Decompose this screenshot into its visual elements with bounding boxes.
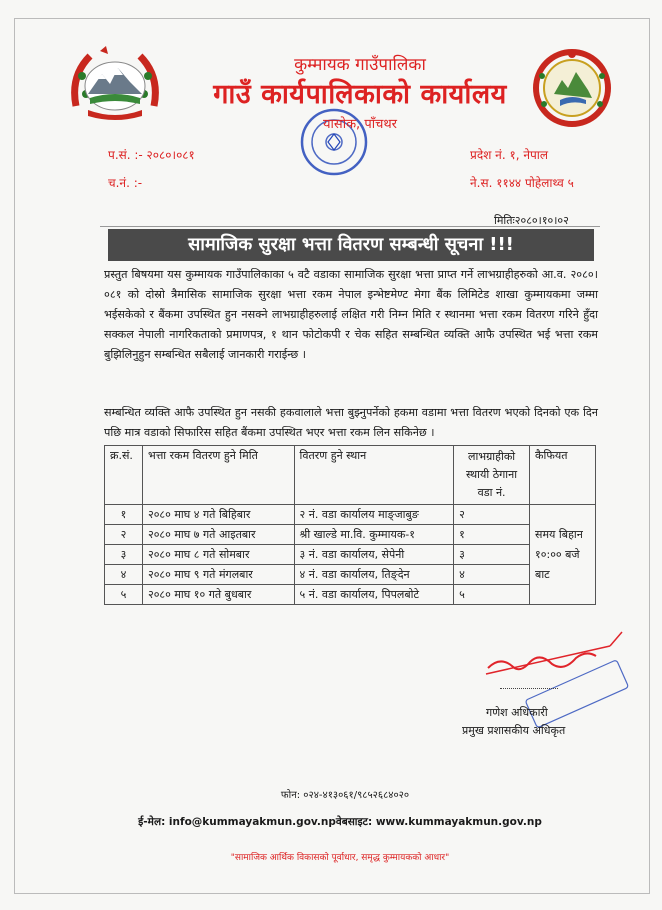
footer-contact [120,815,560,829]
dispatch-number: च.नं. :- [108,176,143,190]
signature-mark-icon [460,628,640,738]
divider [100,226,600,227]
cell-place: श्री खाल्डे मा.वि. कुम्मायक-१ [294,525,454,545]
notice-date: मितिः२०८०।१०।०२ [494,214,569,227]
signatory-title: प्रमुख प्रशासकीय अधिकृत [462,724,566,737]
cell-date: २०८० माघ ७ गते आइतबार [142,525,294,545]
cell-ward: ५ [454,585,530,605]
notice-paragraph-1: प्रस्तुत बिषयमा यस कुम्मायक गाउँपालिकाका ५ वटै वडाका सामाजिक सुरक्षा भत्ता प्राप्त गर्ने लाभग्राहीहरुको आ.व. २०८०।०८१ को दोस्रो त्रैमासिक सामाजिक सुरक्षा भत्ता रकम नेपाल इन्भेष्टमेण्ट मेगा बैंक लिमिटेड शाखा कुम्मायकमा जम्मा भईसकेको र बैंकमा उपस्थित हुन नसक्ने लाभग्राहीहरुलाई लक्षित गरी निम्न मिति र स्थानमा भत्ता रकम वितरण गरिने हुँदा सक्कल नेपाली नागरिकताको प्रमाणपत्र, १ थान फोटोकपी र चेक सहित सम्बन्धित व्यक्ति आफै उपस्थित भई भत्ता रकम बुझिलिनुहुन सम्बन्धित सबैलाई जानकारी गराईन्छ । [104,268,598,361]
cell-place: ५ नं. वडा कार्यालय, पिपलबोटे [294,585,454,605]
notice-title: सामाजिक सुरक्षा भत्ता वितरण सम्बन्धी सूचना !!! [108,229,594,261]
municipality-name: कुम्मायक गाउँपालिका [294,55,426,75]
table-row [105,545,596,565]
cell-sn: ४ [105,565,143,585]
col-header-place: वितरण हुने स्थान [294,446,454,505]
cell-date: २०८० माघ ९ गते मंगलबार [142,565,294,585]
table-row [105,505,596,525]
nepal-emblem-icon [68,46,162,124]
cell-date: २०८० माघ १० गते बुधबार [142,585,294,605]
table-row [105,585,596,605]
table-row [105,565,596,585]
office-name: गाउँ कार्यपालिकाको कार्यालय [213,79,507,110]
cell-ward: ३ [454,545,530,565]
table-header-row [105,446,596,505]
signatory-name: गणेश अधिकारी [486,706,548,719]
cell-sn: १ [105,505,143,525]
cell-date: २०८० माघ ४ गते बिहिबार [142,505,294,525]
notice-paragraph-2: सम्बन्धित व्यक्ति आफै उपस्थित हुन नसकी हकवालाले भत्ता बुझ्नुपर्नेको हकमा वडामा भत्ता वितरण भएको दिनको एक दिन पछि मात्र वडाको सिफारिस सहित बैंकमा उपस्थित भएर भत्ता रकम लिन सकिनेछ । [104,406,598,439]
col-header-ward: लाभग्राहीको स्थायी ठेगाना वडा नं. [454,446,530,505]
office-address: यासोक, पाँचथर [323,117,397,132]
footer-email-website: ई-मेल: info@kummayakmun.gov.npवेबसाइट: www.kummayakmun.gov.np [138,816,542,828]
reference-number: प.सं. :- २०८०।०८१ [108,148,195,162]
col-header-sn: क्र.सं. [105,446,143,505]
table-row [105,525,596,545]
footer-phone: फोन: ०२४-४१३०६१/९८५२६८४०२० [280,790,410,801]
cell-sn: ५ [105,585,143,605]
footer-motto: "सामाजिक आर्थिक विकासको पूर्वाधार, समृद्ध कुम्मायकको आधार" [230,853,450,863]
cell-remarks: समय बिहान १०:०० बजे बाट [530,505,596,605]
col-header-remarks: कैफियत [530,446,596,505]
cell-sn: ३ [105,545,143,565]
col-header-date: भत्ता रकम वितरण हुने मिति [142,446,294,505]
cell-ward: २ [454,505,530,525]
nepal-sambat-date: ने.स. ११४४ पोहेलाथ्व ५ [470,176,574,190]
cell-ward: ४ [454,565,530,585]
cell-ward: १ [454,525,530,545]
province-label: प्रदेश नं. १, नेपाल [470,148,549,162]
cell-place: ३ नं. वडा कार्यालय, सेपेनी [294,545,454,565]
cell-sn: २ [105,525,143,545]
cell-place: २ नं. वडा कार्यालय माङ्जाबुङ [294,505,454,525]
signature-line [500,688,558,689]
cell-date: २०८० माघ ८ गते सोमबार [142,545,294,565]
distribution-schedule-table [104,445,596,605]
cell-place: ४ नं. वडा कार्यालय, तिङ्देन [294,565,454,585]
